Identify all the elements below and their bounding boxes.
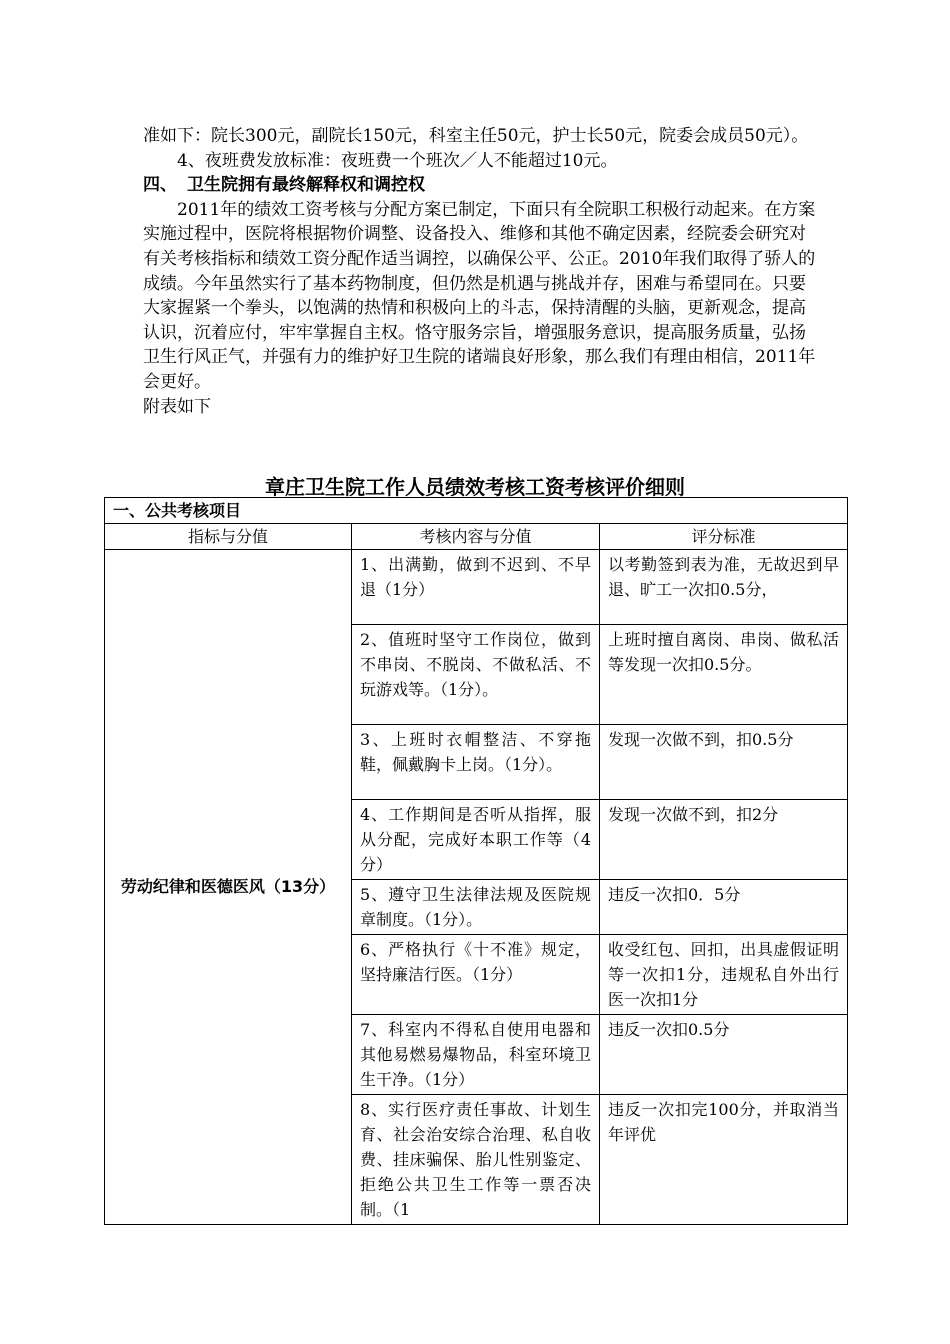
- row-7-standard: [600, 1015, 848, 1095]
- row-8-standard-text: 违反一次扣完100分，并取消当年评优: [608, 1100, 839, 1144]
- row-6-content: [352, 935, 600, 1015]
- header-indicator: 指标与分值: [105, 524, 352, 550]
- row-5-standard-text: 违反一次扣0．5分: [608, 885, 741, 904]
- category-cell: 劳动纪律和医德医风（13分）: [105, 550, 352, 1225]
- body-text: [143, 124, 818, 419]
- row-8-content-text: 8、实行医疗责任事故、计划生育、社会治安综合治理、私自收费、挂床骗保、胎儿性别鉴定、拒绝公共卫生工作等一票否决制。（1: [360, 1100, 591, 1219]
- section-heading-number: 四、: [143, 175, 177, 196]
- row-3-standard-text: 发现一次做不到，扣0.5分: [608, 730, 794, 749]
- row-2-standard-text: 上班时擅自离岗、串岗、做私活等发现一次扣0.5分。: [608, 630, 839, 674]
- paragraph-allowance-standard: 准如下：院长300元，副院长150元，科室主任50元，护士长50元，院委会成员50元）。: [143, 126, 809, 146]
- row-4-standard-text: 发现一次做不到，扣2分: [608, 805, 779, 824]
- paragraph-attachment-note: 附表如下: [143, 396, 211, 417]
- row-1-standard: [600, 550, 848, 625]
- row-1-content-text: 1、出满勤，做到不迟到、不早退（1分）: [360, 555, 591, 599]
- row-1-content: [352, 550, 600, 625]
- row-8-content: [352, 1095, 600, 1225]
- row-6-standard-text: 收受红包、回扣，出具虚假证明等一次扣1分，违规私自外出行医一次扣1分: [608, 940, 839, 1009]
- evaluation-table: [104, 497, 848, 1225]
- row-2-standard: [600, 625, 848, 725]
- header-content: 考核内容与分值: [352, 524, 600, 550]
- table-title: 章庄卫生院工作人员绩效考核工资考核评价细则: [265, 475, 685, 499]
- section-heading-4: [143, 173, 818, 198]
- row-4-content: [352, 800, 600, 880]
- row-6-standard: [600, 935, 848, 1015]
- row-7-standard-text: 违反一次扣0.5分: [608, 1020, 730, 1039]
- row-2-content: [352, 625, 600, 725]
- row-2-content-text: 2、值班时坚守工作岗位，做到不串岗、不脱岗、不做私活、不玩游戏等。（1分）。: [360, 630, 591, 699]
- section-heading-text: 卫生院拥有最终解释权和调控权: [187, 175, 425, 196]
- row-5-content: [352, 880, 600, 935]
- paragraph-night-shift: 4、夜班费发放标准：夜班费一个班次／人不能超过10元。: [177, 150, 618, 171]
- row-3-content: [352, 725, 600, 800]
- row-8-standard: [600, 1095, 848, 1225]
- row-7-content: [352, 1015, 600, 1095]
- paragraph-closing: 2011年的绩效工资考核与分配方案已制定，下面只有全院职工积极行动起来。在方案实施过程中，医院将根据物价调整、设备投入、维修和其他不确定因素，经院委会研究对有关考核指标和绩效工资分配作适当调控，以确保公平、公正。2010年我们取得了骄人的成绩。今年虽然实行了基本药物制度，但仍然是机遇与挑战并存，困难与希望同在。只要大家握紧一个拳头，以饱满的热情和积极向上的斗志，保持清醒的头脑，更新观念，提高认识，沉着应付，牢牢掌握自主权。恪守服务宗旨，增强服务意识，提高服务质量，弘扬卫生行风正气，并强有力的维护好卫生院的诸端良好形象，那么我们有理由相信，2011年会更好。: [143, 199, 816, 392]
- row-4-content-text: 4、工作期间是否听从指挥，服从分配，完成好本职工作等（4分）: [360, 805, 591, 874]
- row-3-content-text: 3、上班时衣帽整洁、不穿拖鞋，佩戴胸卡上岗。（1分）。: [360, 730, 591, 774]
- row-6-content-text: 6、严格执行《十不准》规定，坚持廉洁行医。（1分）: [360, 940, 591, 984]
- section-row: 一、公共考核项目: [105, 498, 848, 524]
- row-5-standard: [600, 880, 848, 935]
- row-7-content-text: 7、科室内不得私自使用电器和其他易燃易爆物品，科室环境卫生干净。（1分）: [360, 1020, 591, 1089]
- row-5-content-text: 5、遵守卫生法律法规及医院规章制度。（1分）。: [360, 885, 591, 929]
- row-3-standard: [600, 725, 848, 800]
- row-4-standard: [600, 800, 848, 880]
- row-1-standard-text: 以考勤签到表为准，无故迟到早退、旷工一次扣0.5分，: [608, 555, 839, 599]
- header-standard: 评分标准: [600, 524, 848, 550]
